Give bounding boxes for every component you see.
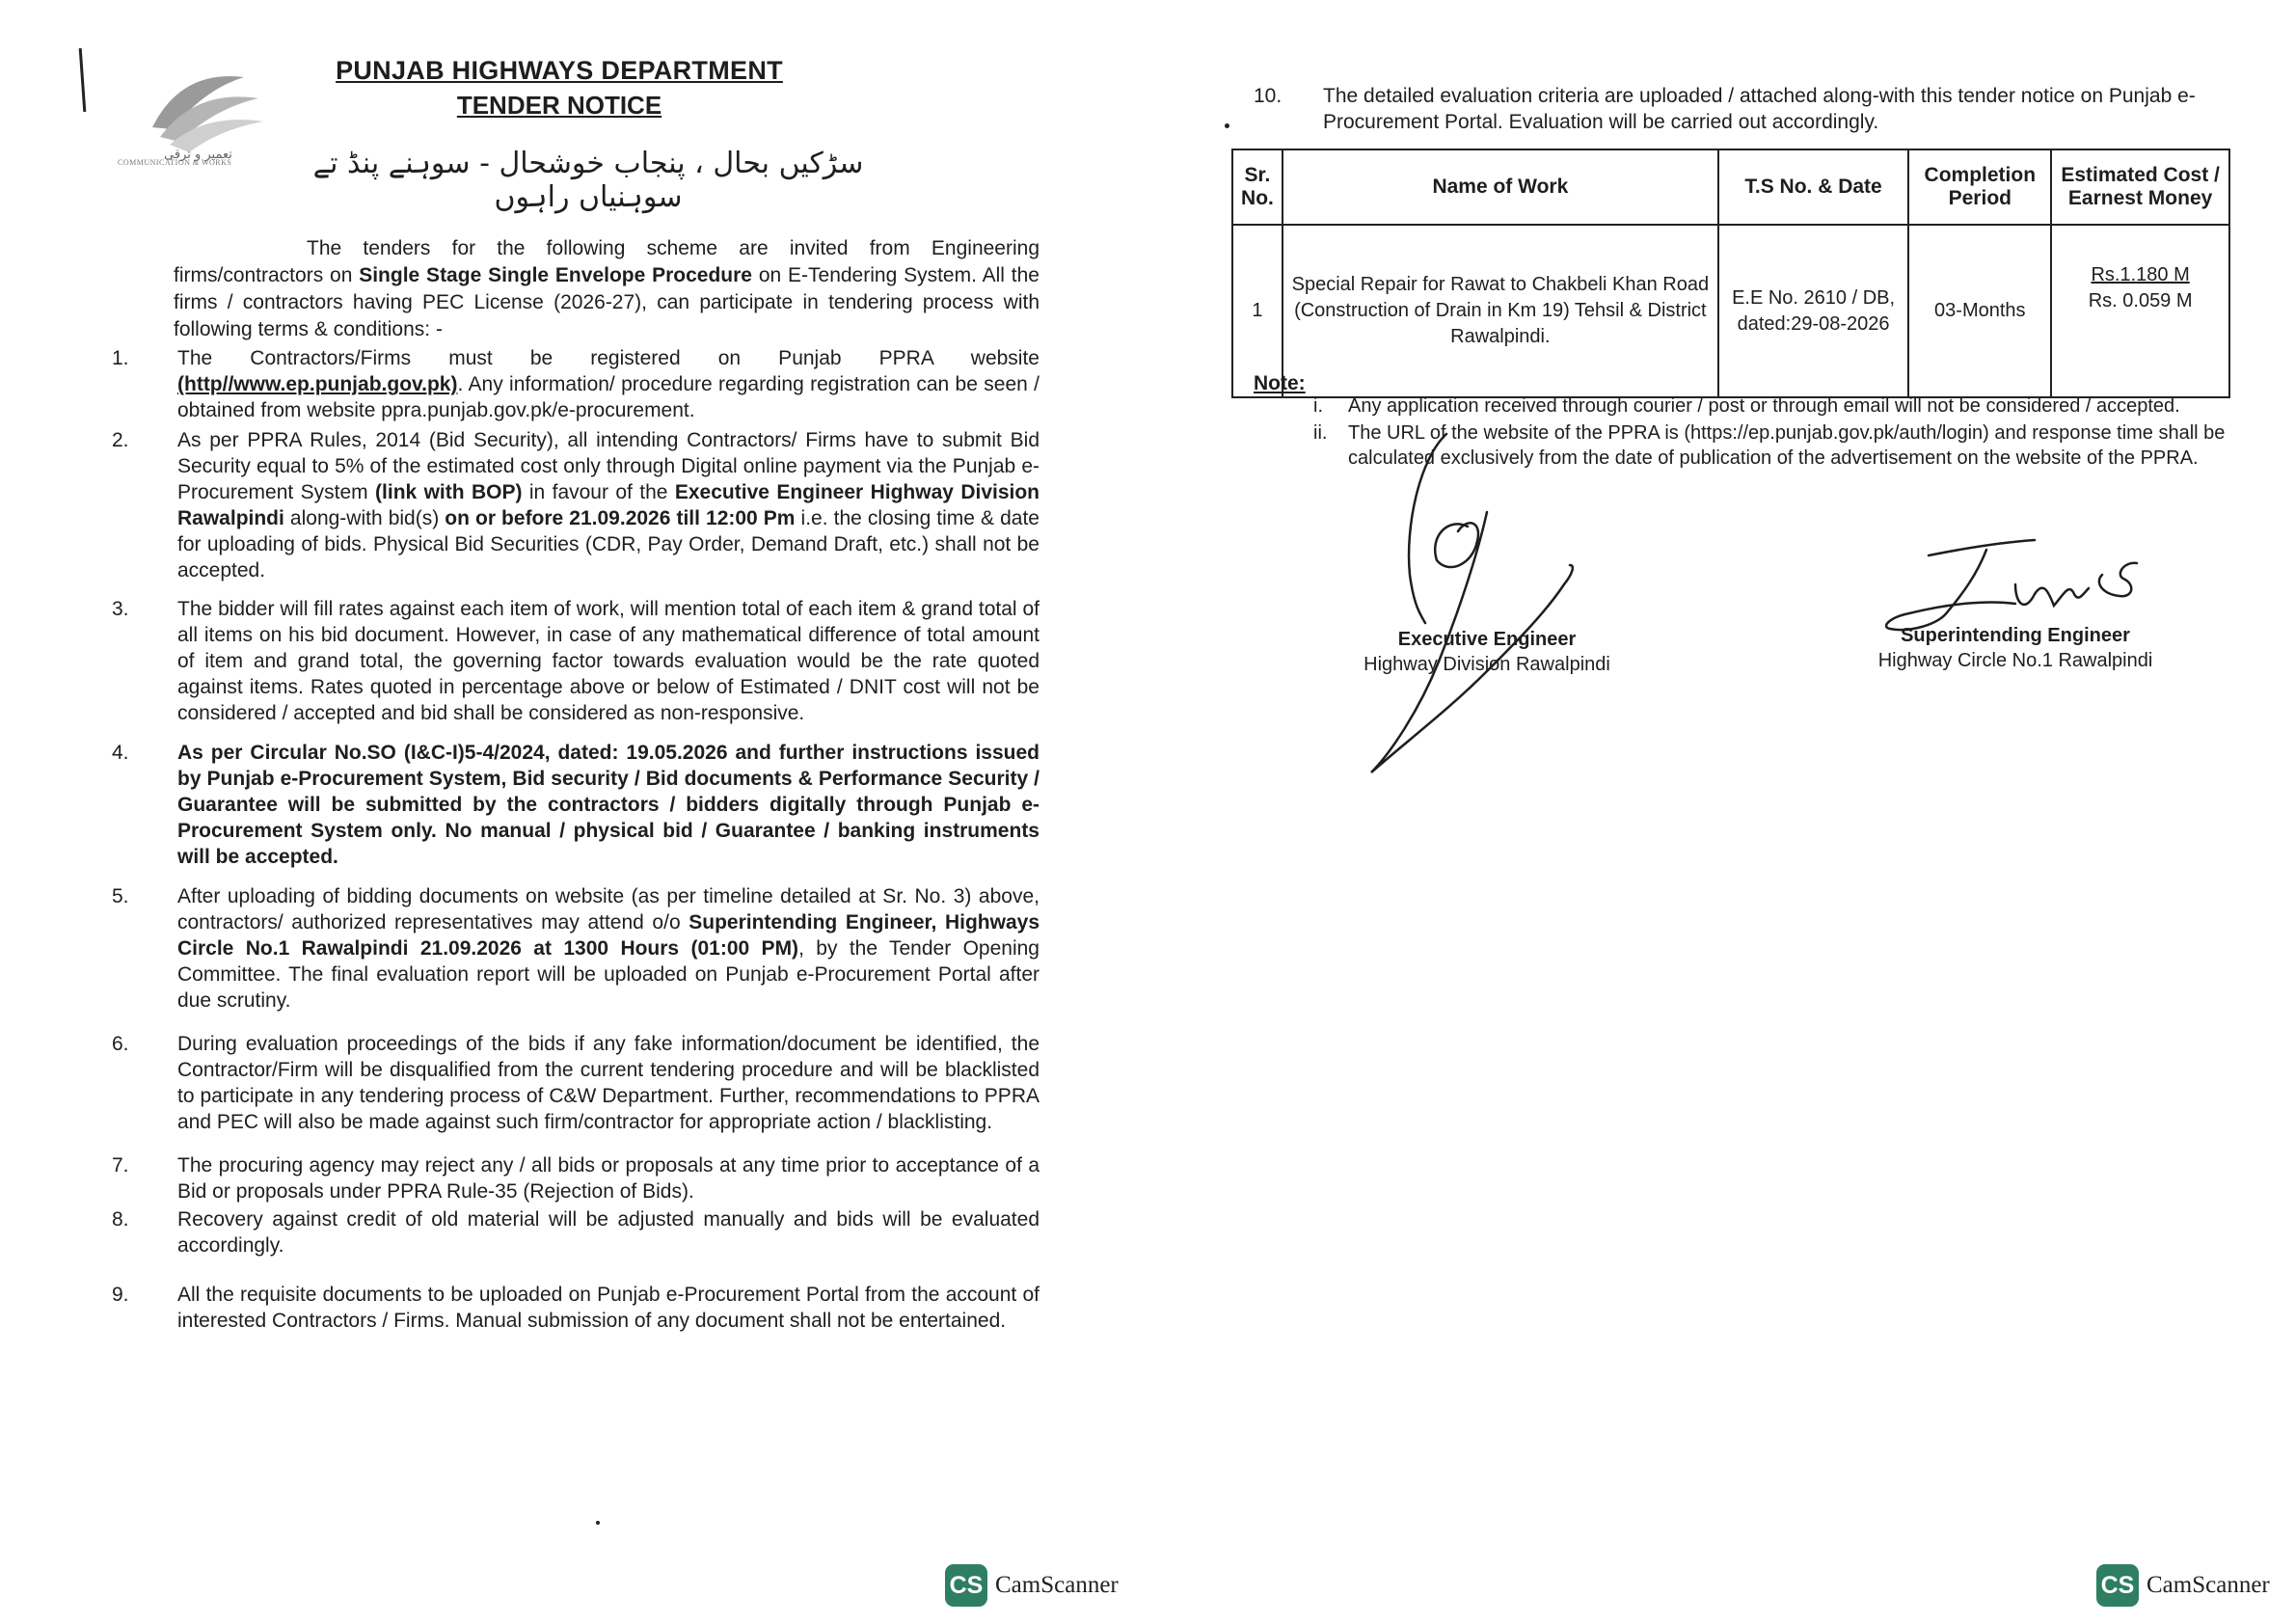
header-name-of-work: Name of Work (1282, 149, 1718, 225)
ee-office: Highway Division Rawalpindi (1364, 654, 1610, 675)
header-ts-no-date: T.S No. & Date (1718, 149, 1909, 225)
term-6: 6. During evaluation proceedings of the bids if any fake information/document be identified, the Contractor/Firm will be disqualified from the current tendering procedure and will be blacklisted to participate in any tendering process of C&W Department. Further, recommendations to PPRA and PEC will also be made against such firm/contractor for appropriate action / blacklisting. (112, 1033, 1040, 1133)
intro-paragraph: The tenders for the following scheme are invited from Engineering firms/contractors on Single Stage Single Envelope Procedure on E-Tendering System. All the firms / contractors having PEC License (2026-27), can participate in tendering process with following terms & conditions: - (174, 237, 1040, 340)
urdu-slogan: سڑکیں بحال ، پنجاب خوشحال - سوہنے پنڈ تے سوہنیاں راہوں (312, 147, 864, 214)
table-header-row (1232, 149, 2229, 225)
se-title: Superintending Engineer (1901, 625, 2130, 646)
tender-notice-title: TENDER NOTICE (456, 91, 662, 120)
camscanner-logo-icon: CS (2096, 1564, 2139, 1607)
cell-completion-period: 03-Months (1908, 225, 2051, 397)
cell-sr-no: 1 (1232, 225, 1282, 397)
header-completion-period: Completion Period (1908, 149, 2051, 225)
margin-mark (79, 48, 87, 112)
ee-title: Executive Engineer (1397, 629, 1577, 650)
note-label: Note: (1254, 372, 1306, 394)
term-3: 3. The bidder will fill rates against each item of work, will mention total of each item & grand total of all items on his bid document. However, in case of any mathematical difference of total amount of item and grand total, the governing factor towards evaluation would be the rate quoted against items. Rates quoted in percentage above or below of Estimated / DNIT cost will not be considered / accepted and bid shall be considered as non-responsive. (112, 598, 1040, 724)
earnest-money-value: Rs. 0.059 M (2088, 290, 2193, 311)
camscanner-logo-icon: CS (945, 1564, 987, 1607)
cell-name-of-work: Special Repair for Rawat to Chakbeli Khan Road (Construction of Drain in Km 19) Tehsil & District Rawalpindi. (1282, 225, 1718, 397)
note-i: i. Any application received through courier / post or through email will not be considered / accepted. (1313, 395, 2180, 417)
note-ii: ii. The URL of the website of the PPRA is (https://ep.punjab.gov.pk/auth/login) and response time shall be calculated exclusively from the date of publication of the advertisement on the website of the PPRA. (1313, 422, 2226, 469)
terms-list (106, 345, 1040, 1334)
camscanner-label: CamScanner (2146, 1572, 2270, 1598)
term-8: 8. Recovery against credit of old material will be adjusted manually and bids will be evaluated accordingly. (112, 1208, 1040, 1257)
estimated-cost-value: Rs.1.180 M (2091, 264, 2190, 285)
camscanner-watermark-left (945, 1564, 1138, 1609)
scan-dot (596, 1521, 600, 1525)
header-estimated-cost: Estimated Cost / Earnest Money (2051, 149, 2229, 225)
term-5: 5. After uploading of bidding documents on website (as per timeline detailed at Sr. No. 3) above, contractors/ authorized representatives may attend o/o Superintending Engineer, Highways Circle No.1 Rawalpindi 21.09.2026 at 1300 Hours (01:00 PM), by the Tender Opening Committee. The final evaluation report will be uploaded on Punjab e-Procurement Portal after due scrutiny. (112, 885, 1040, 1012)
term-2: 2. As per PPRA Rules, 2014 (Bid Security), all intending Contractors/ Firms have to submit Bid Security equal to 5% of the estimated cost only through Digital online payment via the Punjab e-Procurement System (link with BOP) in favour of the Executive Engineer Highway Division Rawalpindi along-with bid(s) on or before 21.09.2026 till 12:00 Pm i.e. the closing time & date for uploading of bids. Physical Bid Securities (CDR, Pay Order, Demand Draft, etc.) shall not be accepted. (112, 429, 1040, 582)
term-4: 4. As per Circular No.SO (I&C-I)5-4/2024, dated: 19.05.2026 and further instructions issued by Punjab e-Procurement System, Bid security / Bid documents & Performance Security / Guarantee will be submitted by the contractors / bidders digitally through Punjab e-Procurement System only. No manual / physical bid / Guarantee / banking instruments will be accepted. (112, 742, 1040, 868)
department-title: PUNJAB HIGHWAYS DEPARTMENT (336, 56, 783, 85)
table-row (1232, 225, 2229, 397)
works-table (1231, 149, 2230, 398)
term-10: 10. The detailed evaluation criteria are uploaded / attached along-with this tender notice on Punjab e-Procurement Portal. Evaluation will be carried out accordingly. (1254, 85, 2196, 133)
cell-ts-no-date: E.E No. 2610 / DB, dated:29-08-2026 (1718, 225, 1909, 397)
logo-subtext: COMMUNICATION & WORKS (118, 158, 232, 167)
scan-dot (1225, 123, 1229, 128)
logo-urdu-lettering: تعمیر و ترقی (164, 148, 232, 162)
cell-estimated-cost (2051, 225, 2229, 397)
term-7: 7. The procuring agency may reject any / all bids or proposals at any time prior to acceptance of a Bid or proposals under PPRA Rule-35 (Rejection of Bids). (112, 1154, 1040, 1203)
camscanner-label: CamScanner (995, 1572, 1119, 1598)
term-1: 1. The Contractors/Firms must be registered on Punjab PPRA website (http//www.ep.punjab.gov.pk). Any information/ procedure regarding registration can be seen / obtained from website ppra.punjab.gov.pk/e-procurement. (112, 347, 1040, 421)
term-9: 9. All the requisite documents to be uploaded on Punjab e-Procurement Portal from the account of interested Contractors / Firms. Manual submission of any document shall not be entertained. (112, 1284, 1040, 1332)
camscanner-watermark-right (2096, 1564, 2289, 1609)
executive-engineer-signature (1352, 420, 1583, 787)
header-sr-no: Sr. No. (1232, 149, 1282, 225)
se-office: Highway Circle No.1 Rawalpindi (1877, 650, 2153, 671)
right-page (1148, 0, 2295, 1624)
